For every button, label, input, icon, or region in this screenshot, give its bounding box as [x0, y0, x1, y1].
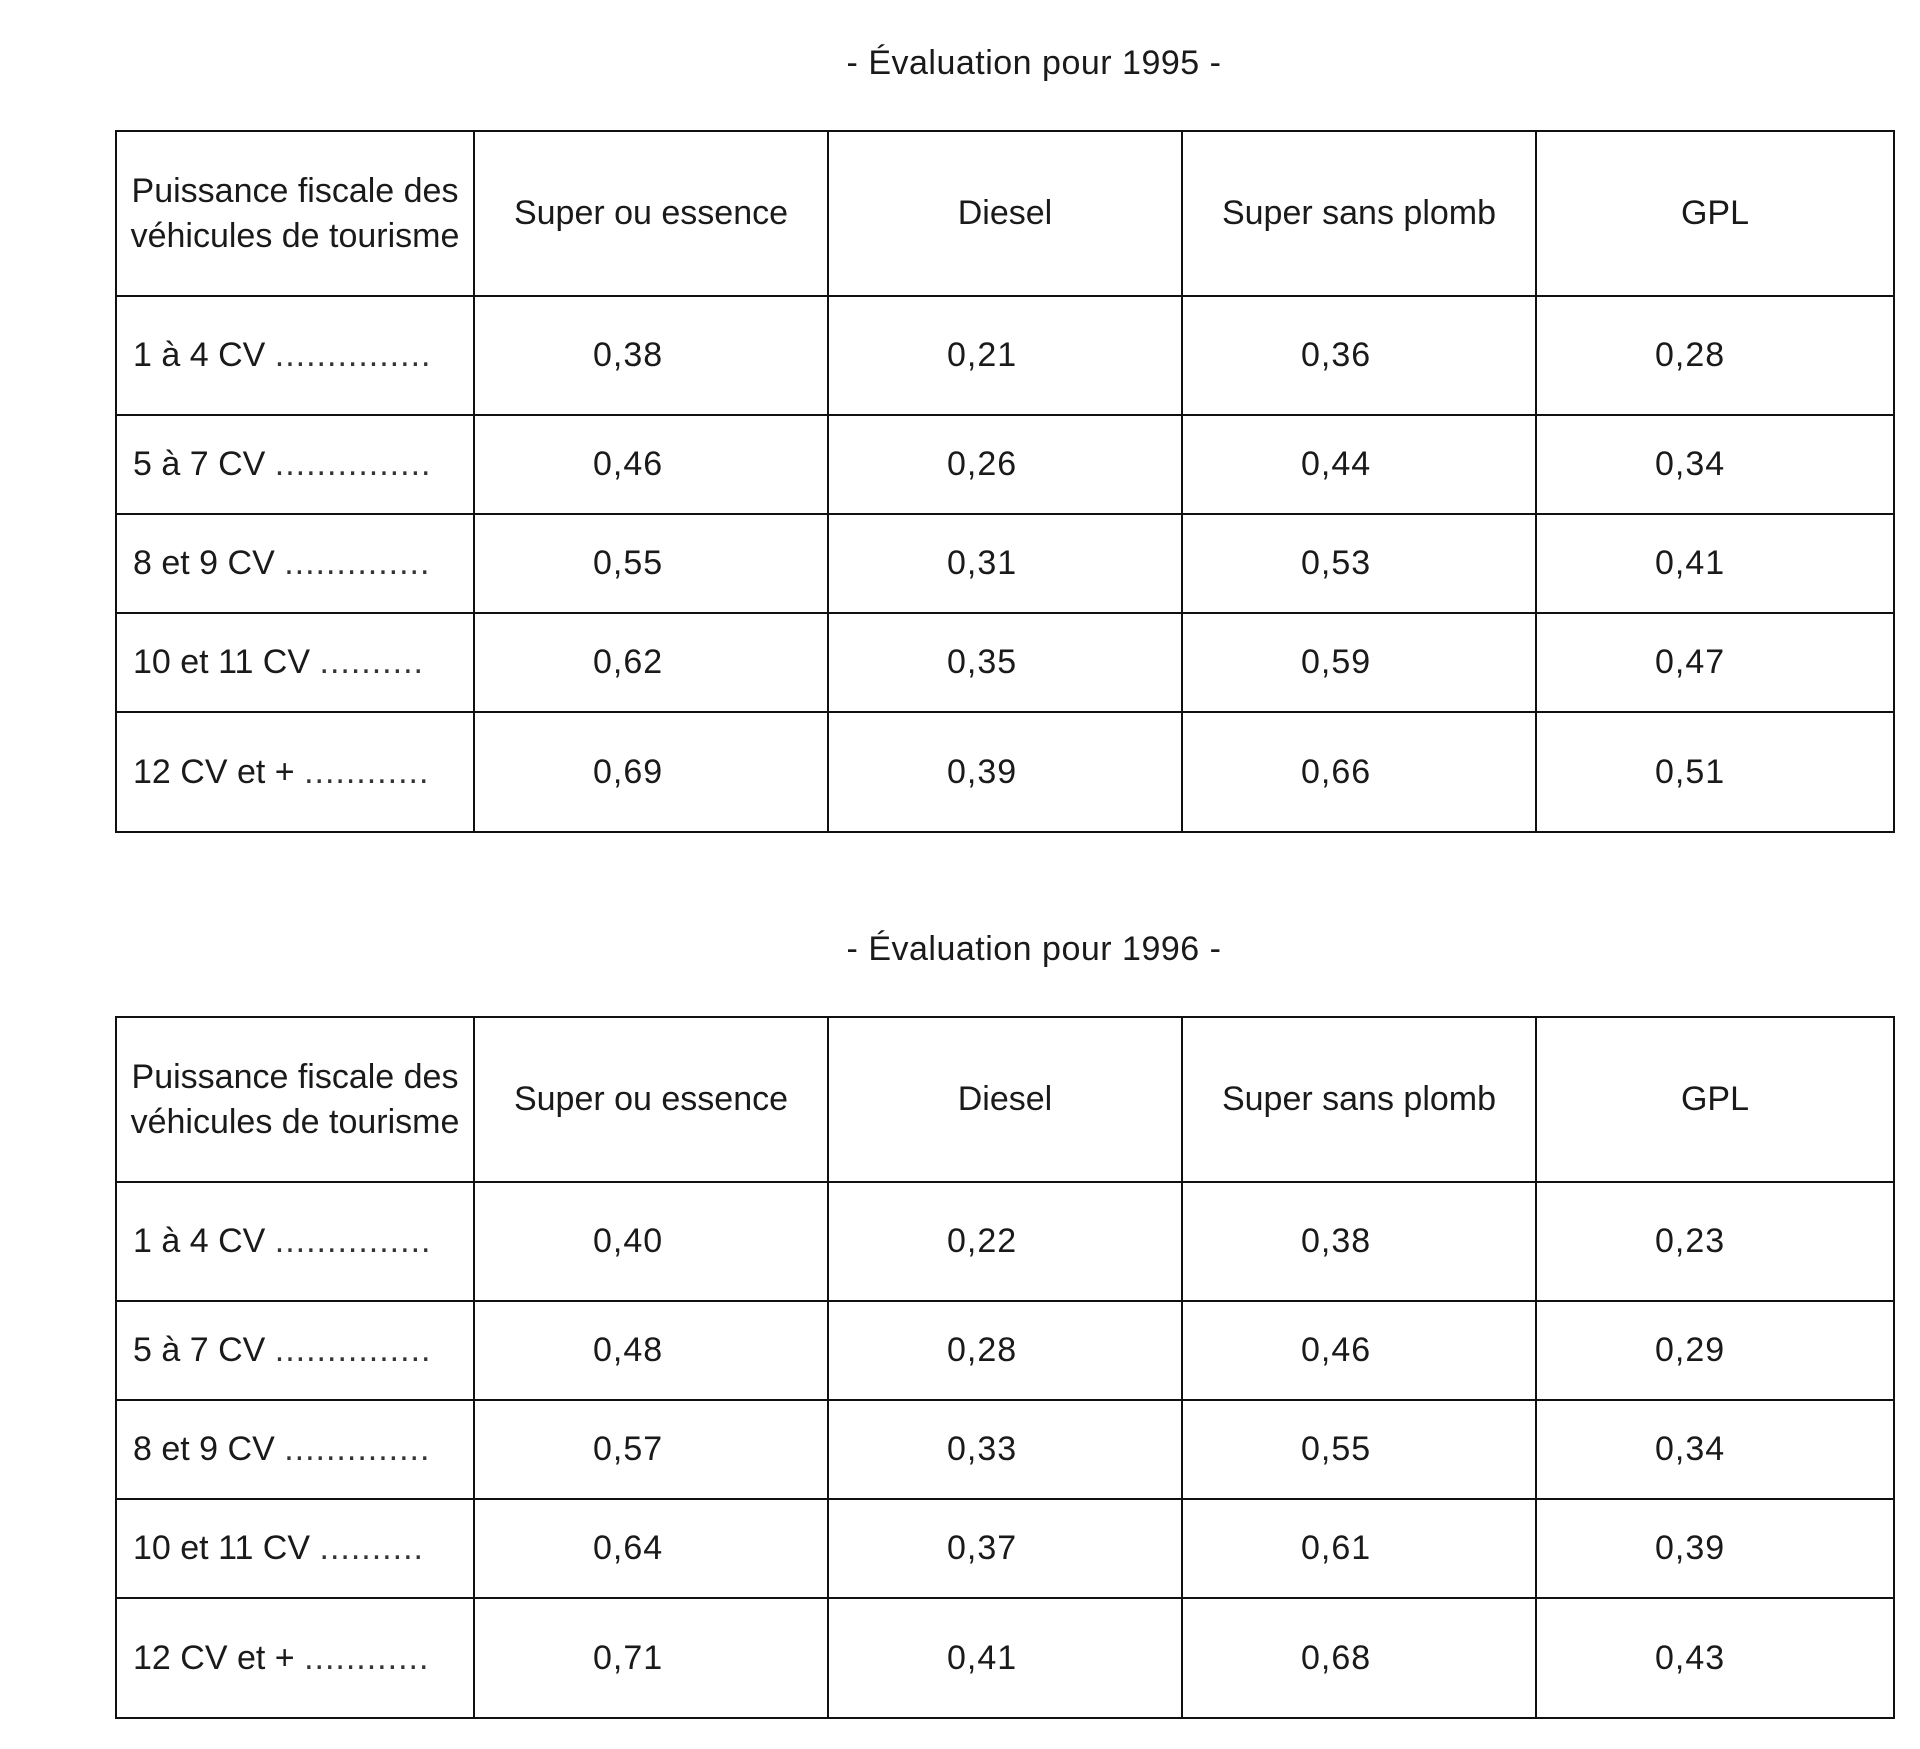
cell-unleaded: 0,61 — [1182, 1499, 1536, 1598]
header-unleaded: Super sans plomb — [1182, 131, 1536, 296]
row-label — [116, 1400, 474, 1499]
header-power: Puissance fiscale des véhicules de tourisme — [116, 1017, 474, 1182]
row-label — [116, 1301, 474, 1400]
row-dots: .......... — [319, 643, 424, 681]
row-label-text: 1 à 4 CV — [133, 1222, 266, 1260]
row-dots: .............. — [284, 1430, 431, 1468]
table-header-row — [116, 131, 1894, 296]
row-label-text: 5 à 7 CV — [133, 1331, 266, 1369]
table-row — [116, 1182, 1894, 1301]
row-label-text: 8 et 9 CV — [133, 1430, 275, 1468]
cell-gpl: 0,41 — [1536, 514, 1894, 613]
row-dots: .......... — [319, 1529, 424, 1567]
row-dots: ............... — [274, 1222, 432, 1260]
table-row — [116, 1400, 1894, 1499]
cell-gpl: 0,23 — [1536, 1182, 1894, 1301]
cell-unleaded: 0,55 — [1182, 1400, 1536, 1499]
row-dots: ............ — [304, 1638, 430, 1677]
header-gpl: GPL — [1536, 131, 1894, 296]
header-diesel: Diesel — [828, 1017, 1182, 1182]
row-label — [116, 712, 474, 832]
cell-super: 0,46 — [474, 415, 828, 514]
row-label — [116, 1499, 474, 1598]
row-label — [116, 1182, 474, 1301]
table-row — [116, 514, 1894, 613]
row-label-text: 1 à 4 CV — [133, 336, 266, 374]
rates-table-1996 — [115, 1016, 1895, 1719]
row-dots: .............. — [284, 544, 431, 582]
header-unleaded: Super sans plomb — [1182, 1017, 1536, 1182]
row-label — [116, 613, 474, 712]
header-diesel: Diesel — [828, 131, 1182, 296]
cell-unleaded: 0,66 — [1182, 712, 1536, 832]
cell-diesel: 0,22 — [828, 1182, 1182, 1301]
row-label — [116, 296, 474, 415]
cell-diesel: 0,33 — [828, 1400, 1182, 1499]
evaluation-1996-section — [115, 924, 1893, 1677]
table-row — [116, 1499, 1894, 1598]
row-label-text: 10 et 11 CV — [133, 1529, 311, 1567]
cell-unleaded: 0,46 — [1182, 1301, 1536, 1400]
cell-gpl: 0,43 — [1536, 1598, 1894, 1718]
cell-unleaded: 0,53 — [1182, 514, 1536, 613]
table-row — [116, 296, 1894, 415]
cell-diesel: 0,21 — [828, 296, 1182, 415]
table-row — [116, 1301, 1894, 1400]
header-gpl: GPL — [1536, 1017, 1894, 1182]
row-dots: ............ — [304, 752, 430, 791]
row-dots: ............... — [274, 1331, 432, 1369]
row-dots: ............... — [274, 445, 432, 483]
cell-super: 0,48 — [474, 1301, 828, 1400]
evaluation-1995-section — [115, 38, 1893, 791]
cell-diesel: 0,39 — [828, 712, 1182, 832]
table-row — [116, 613, 1894, 712]
row-label-text: 10 et 11 CV — [133, 643, 311, 681]
cell-super: 0,69 — [474, 712, 828, 832]
row-label-text: 12 CV et + — [133, 1638, 295, 1677]
row-label-text: 8 et 9 CV — [133, 544, 275, 582]
section-title-1995: - Évaluation pour 1995 - — [846, 44, 1222, 82]
row-label-text: 12 CV et + — [133, 752, 295, 791]
cell-gpl: 0,34 — [1536, 415, 1894, 514]
row-dots: ............... — [274, 336, 432, 374]
cell-super: 0,57 — [474, 1400, 828, 1499]
header-super: Super ou essence — [474, 131, 828, 296]
cell-diesel: 0,41 — [828, 1598, 1182, 1718]
cell-unleaded: 0,44 — [1182, 415, 1536, 514]
cell-diesel: 0,35 — [828, 613, 1182, 712]
table-row — [116, 415, 1894, 514]
row-label — [116, 514, 474, 613]
cell-unleaded: 0,59 — [1182, 613, 1536, 712]
cell-super: 0,55 — [474, 514, 828, 613]
rates-table-1995 — [115, 130, 1895, 833]
row-label — [116, 1598, 474, 1718]
cell-super: 0,40 — [474, 1182, 828, 1301]
row-label — [116, 415, 474, 514]
cell-unleaded: 0,36 — [1182, 296, 1536, 415]
cell-diesel: 0,31 — [828, 514, 1182, 613]
cell-super: 0,62 — [474, 613, 828, 712]
table-header-row — [116, 1017, 1894, 1182]
header-power: Puissance fiscale des véhicules de tourisme — [116, 131, 474, 296]
cell-gpl: 0,47 — [1536, 613, 1894, 712]
cell-super: 0,38 — [474, 296, 828, 415]
row-label-text: 5 à 7 CV — [133, 445, 266, 483]
cell-super: 0,64 — [474, 1499, 828, 1598]
cell-gpl: 0,51 — [1536, 712, 1894, 832]
cell-diesel: 0,37 — [828, 1499, 1182, 1598]
cell-gpl: 0,39 — [1536, 1499, 1894, 1598]
cell-diesel: 0,28 — [828, 1301, 1182, 1400]
header-super: Super ou essence — [474, 1017, 828, 1182]
cell-gpl: 0,28 — [1536, 296, 1894, 415]
cell-diesel: 0,26 — [828, 415, 1182, 514]
cell-super: 0,71 — [474, 1598, 828, 1718]
cell-gpl: 0,34 — [1536, 1400, 1894, 1499]
table-row — [116, 712, 1894, 832]
cell-unleaded: 0,68 — [1182, 1598, 1536, 1718]
table-row — [116, 1598, 1894, 1718]
cell-gpl: 0,29 — [1536, 1301, 1894, 1400]
section-title-1996: - Évaluation pour 1996 - — [846, 930, 1222, 968]
cell-unleaded: 0,38 — [1182, 1182, 1536, 1301]
